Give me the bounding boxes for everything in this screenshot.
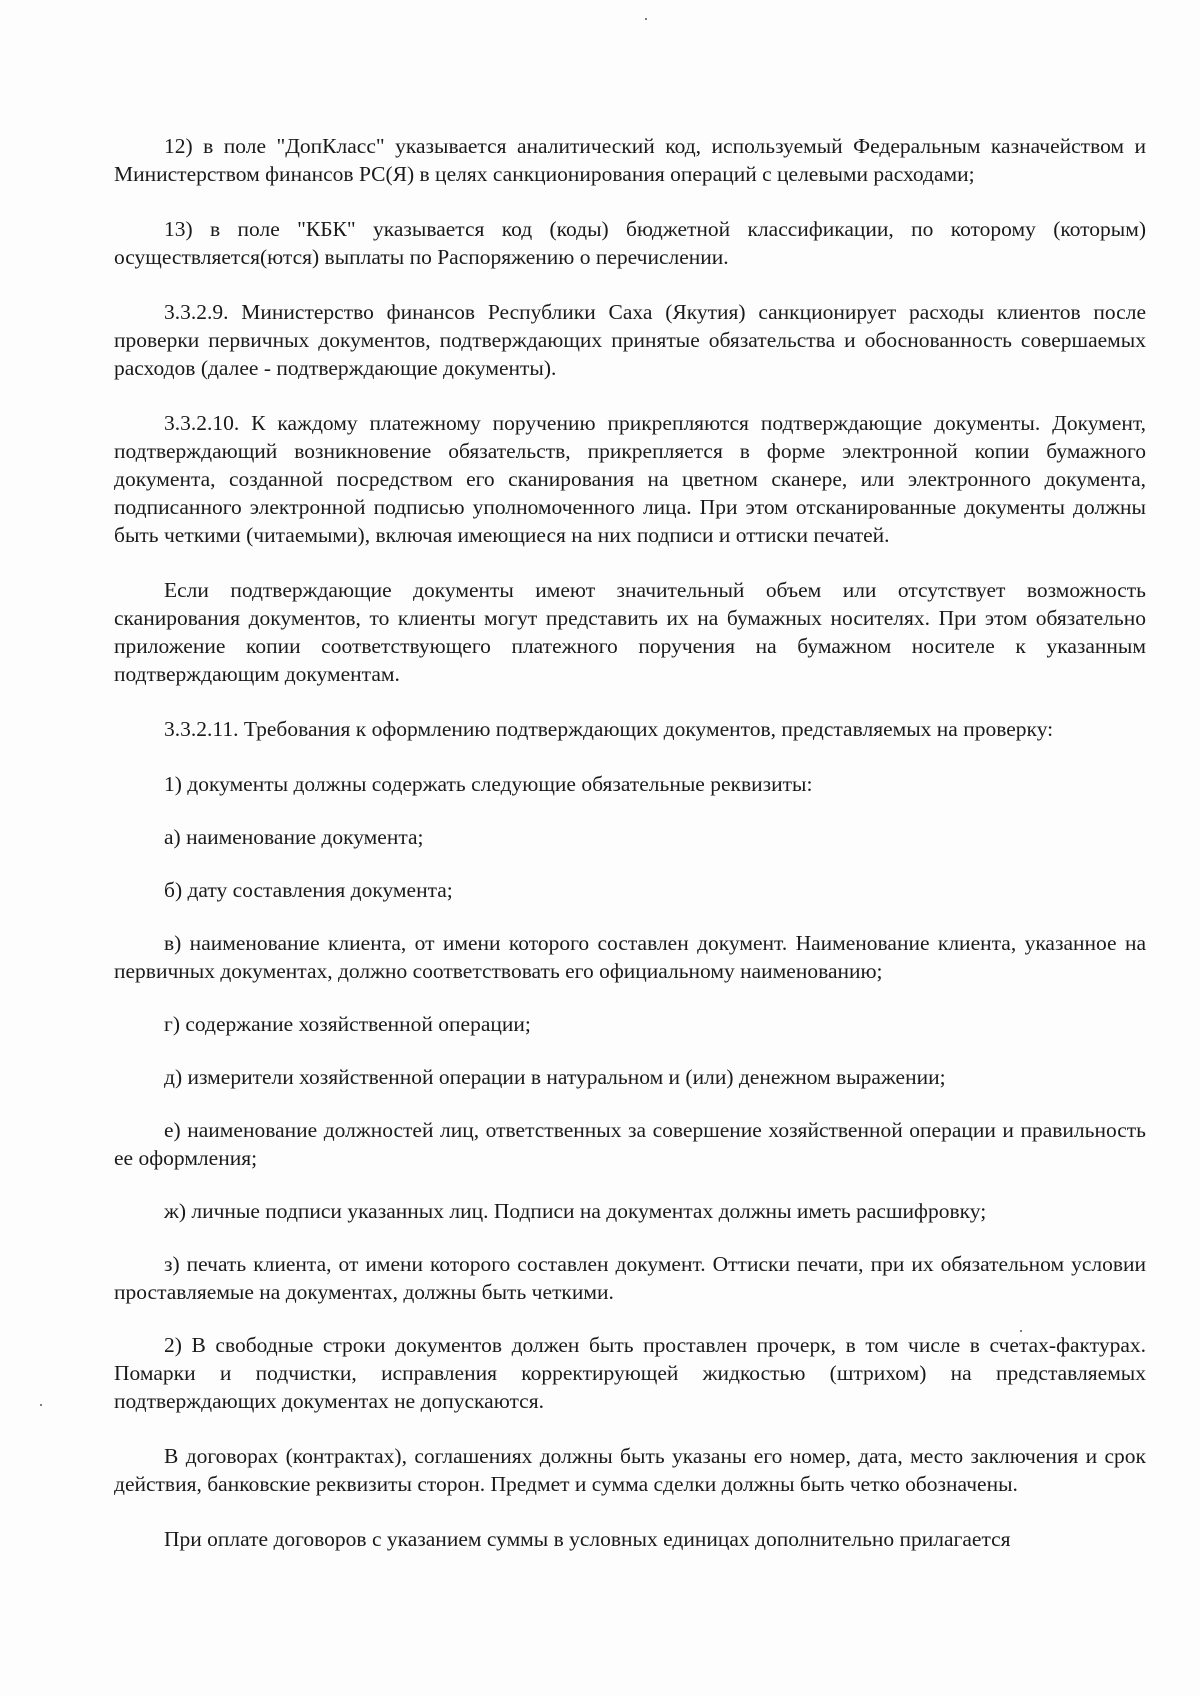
list-item-e: е) наименование должностей лиц, ответственных за совершение хозяйственной операции и правильность ее оформления; [114,1118,1146,1170]
list-item-g: г) содержание хозяйственной операции; [164,1012,531,1036]
list-item-z: з) печать клиента, от имени которого составлен документ. Оттиски печати, при их обязательном условии проставляемые на документах, должны быть четкими. [114,1252,1146,1304]
paragraph-item-2: 2) В свободные строки документов должен быть проставлен прочерк, в том числе в счетах-фактурах. Помарки и подчистки, исправления корректирующей жидкостью (штрихом) на представляемых подтверждающих документах не допускаются. [114,1333,1146,1413]
list-item-v: в) наименование клиента, от имени которого составлен документ. Наименование клиента, указанное на первичных документах, должно соответствовать его официальному наименованию; [114,931,1146,983]
scan-speck [645,18,647,20]
document-body [114,132,1146,1553]
paragraph-3-3-2-11: 3.3.2.11. Требования к оформлению подтверждающих документов, представляемых на проверку: [164,717,1054,741]
paragraph-3-3-2-9: 3.3.2.9. Министерство финансов Республики Саха (Якутия) санкционирует расходы клиентов после проверки первичных документов, подтверждающих принятые обязательства и обоснованность совершаемых расходов (далее - подтверждающие документы). [114,300,1146,380]
list-item-zh: ж) личные подписи указанных лиц. Подписи на документах должны иметь расшифровку; [164,1199,987,1223]
paragraph-requisites-intro: 1) документы должны содержать следующие обязательные реквизиты: [164,772,813,796]
paragraph-paper-documents: Если подтверждающие документы имеют значительный объем или отсутствует возможность сканирования документов, то клиенты могут представить их на бумажных носителях. При этом обязательно приложение копии соответствующего платежного поручения на бумажном носителе к указанным подтверждающим документам. [114,578,1146,686]
scan-speck [40,1404,42,1406]
paragraph-conventional-units: При оплате договоров с указанием суммы в условных единицах дополнительно прилагается [164,1527,1011,1551]
paragraph-item-13: 13) в поле "КБК" указывается код (коды) бюджетной классификации, по которому (которым) осуществляется(ются) выплаты по Распоряжению о перечислении. [114,217,1146,269]
paragraph-item-12: 12) в поле "ДопКласс" указывается аналитический код, используемый Федеральным казначейством и Министерством финансов РС(Я) в целях санкционирования операций с целевыми расходами; [114,134,1146,186]
list-item-a: а) наименование документа; [164,825,424,849]
list-item-d: д) измерители хозяйственной операции в натуральном и (или) денежном выражении; [164,1065,946,1089]
paragraph-3-3-2-10: 3.3.2.10. К каждому платежному поручению прикрепляются подтверждающие документы. Документ, подтверждающий возникновение обязательств, прикрепляется в форме электронной копии бумажного документа, созданной посредством его сканирования на цветном сканере, или электронного документа, подписанного электронной подписью уполномоченного лица. При этом отсканированные документы должны быть четкими (читаемыми), включая имеющиеся на них подписи и оттиски печатей. [114,411,1146,547]
paragraph-contracts: В договорах (контрактах), соглашениях должны быть указаны его номер, дата, место заключения и срок действия, банковские реквизиты сторон. Предмет и сумма сделки должны быть четко обозначены. [114,1444,1146,1496]
list-item-b: б) дату составления документа; [164,878,453,902]
